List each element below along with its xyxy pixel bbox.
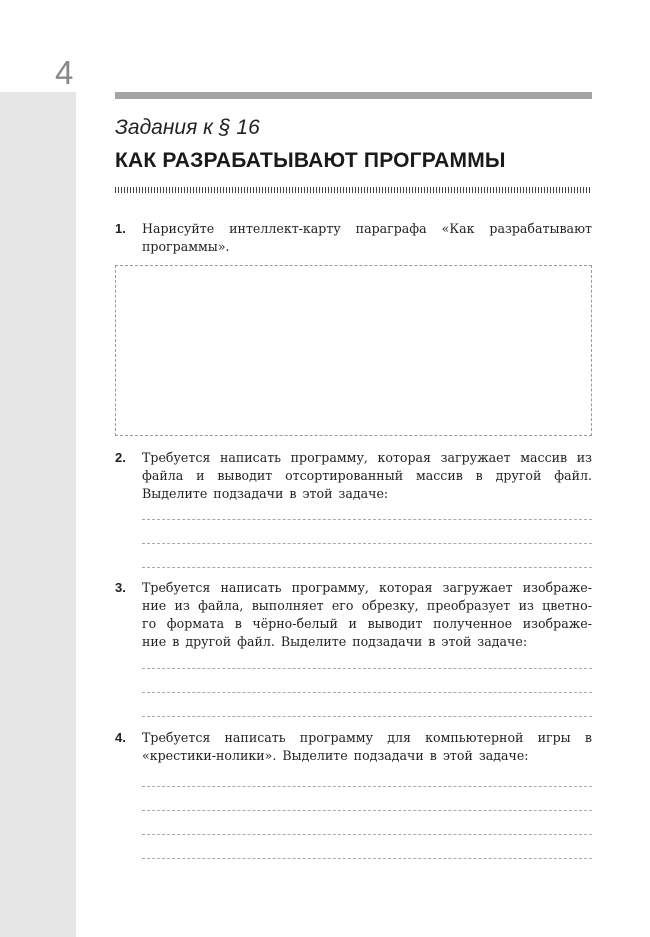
answer-line[interactable]: [142, 786, 592, 787]
page-title: КАК РАЗРАБАТЫВАЮТ ПРОГРАММЫ: [115, 149, 506, 172]
section-subtitle: Задания к § 16: [115, 116, 260, 139]
page-number: 4: [55, 54, 74, 91]
task-text-line: ние из файла, выполняет его обрезку, преобразует из цветно-: [142, 598, 592, 613]
answer-line[interactable]: [142, 519, 592, 520]
answer-line[interactable]: [142, 567, 592, 568]
header-bar: [115, 92, 592, 99]
side-margin-strip: [0, 92, 76, 937]
task-2: [115, 449, 592, 503]
task-text-line: программы».: [142, 239, 230, 254]
task-text-line: Нарисуйте интеллект-карту параграфа «Как разрабатывают: [142, 221, 592, 236]
answer-line[interactable]: [142, 858, 592, 859]
task-number: 3.: [115, 580, 126, 595]
answer-line[interactable]: [142, 692, 592, 693]
answer-line[interactable]: [142, 810, 592, 811]
task-number: 2.: [115, 450, 126, 465]
task-1: [115, 220, 592, 256]
task-text-line: го формата в чёрно-белый и выводит полученное изображе-: [142, 616, 592, 631]
task-text-line: Требуется написать программу, которая загружает массив из: [142, 450, 592, 465]
hatched-divider: [115, 187, 592, 193]
task-text-line: файла и выводит отсортированный массив в другой файл.: [142, 468, 592, 483]
task-text-line: ние в другой файл. Выделите подзадачи в этой задаче:: [142, 634, 528, 649]
task-number: 4.: [115, 730, 126, 745]
task-text-line: Требуется написать программу для компьютерной игры в: [142, 730, 592, 745]
task-text-line: «крестики-нолики». Выделите подзадачи в этой задаче:: [142, 748, 529, 763]
task-4: [115, 729, 592, 765]
task-number: 1.: [115, 221, 126, 236]
answer-line[interactable]: [142, 716, 592, 717]
answer-line[interactable]: [142, 668, 592, 669]
answer-line[interactable]: [142, 834, 592, 835]
task-text-line: Выделите подзадачи в этой задаче:: [142, 486, 389, 501]
answer-line[interactable]: [142, 543, 592, 544]
task-3: [115, 579, 592, 651]
task-text-line: Требуется написать программу, которая загружает изображе-: [142, 580, 592, 595]
mind-map-answer-box[interactable]: [115, 265, 592, 436]
